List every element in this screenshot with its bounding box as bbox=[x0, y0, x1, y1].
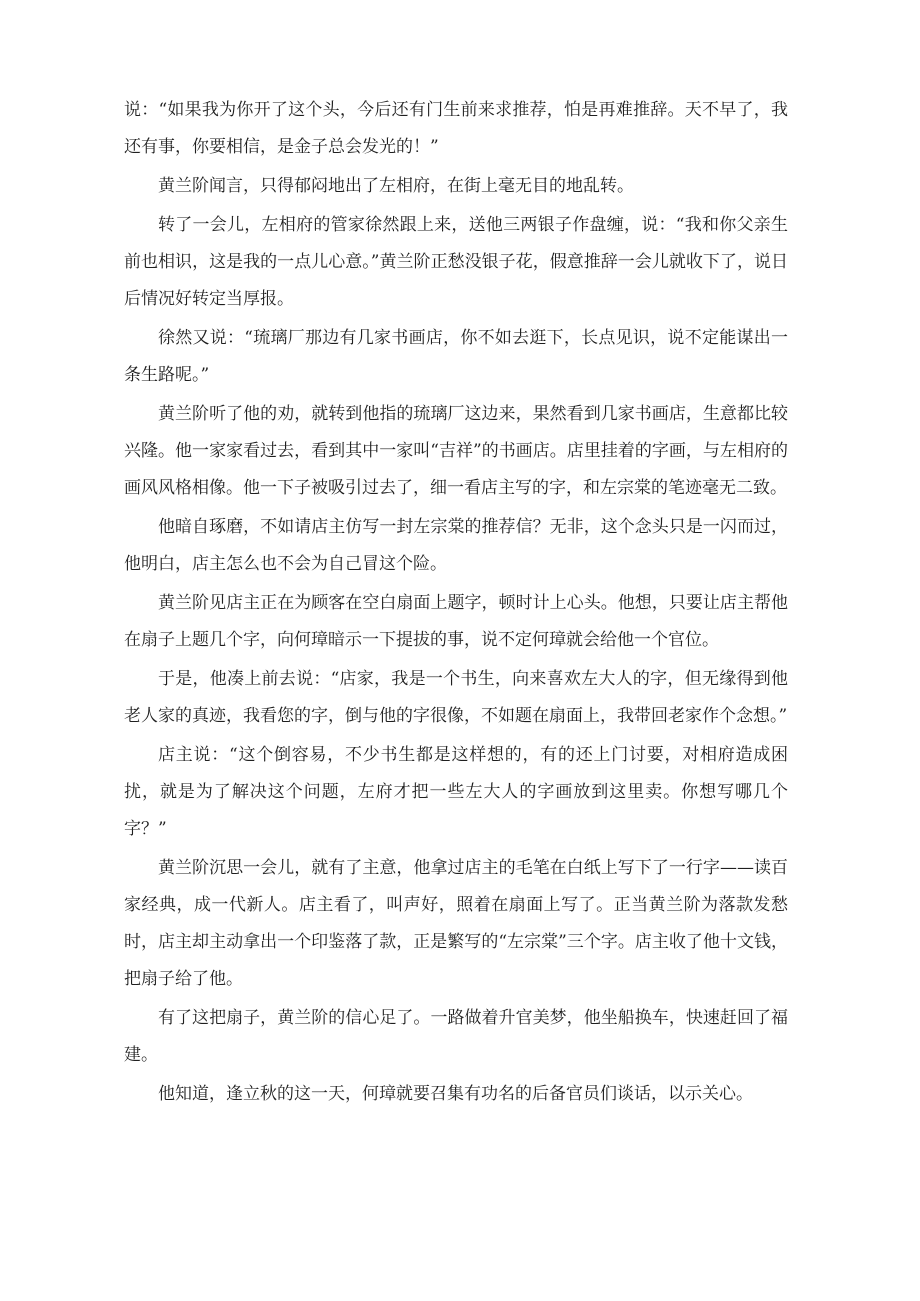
paragraph: 转了一会儿，左相府的管家徐然跟上来，送他三两银子作盘缠，说：“我和你父亲生前也相识，这是我的一点儿心意。”黄兰阶正愁没银子花，假意推辞一会儿就收下了，说日后情况好转定当厚报。 bbox=[124, 215, 788, 309]
paragraph: 黄兰阶听了他的劝，就转到他指的琉璃厂这边来，果然看到几家书画店，生意都比较兴隆。他一家家看过去，看到其中一家叫“吉祥”的书画店。店里挂着的字画，与左相府的画风风格相像。他一下子被吸引过去了，细一看店主写的字，和左宗棠的笔迹毫无二致。 bbox=[124, 404, 788, 498]
paragraph: 黄兰阶闻言，只得郁闷地出了左相府，在街上毫无目的地乱转。 bbox=[158, 176, 634, 196]
paragraph: 店主说：“这个倒容易，不少书生都是这样想的，有的还上门讨要，对相府造成困扰，就是为了解决这个问题，左府才把一些左大人的字画放到这里卖。你想写哪几个字？” bbox=[124, 745, 788, 839]
paragraph: 黄兰阶见店主正在为顾客在空白扇面上题字，顿时计上心头。他想，只要让店主帮他在扇子上题几个字，向何璋暗示一下提拔的事，说不定何璋就会给他一个官位。 bbox=[124, 593, 788, 650]
paragraph: 黄兰阶沉思一会儿，就有了主意，他拿过店主的毛笔在白纸上写下了一行字——读百家经典，成一代新人。店主看了，叫声好，照着在扇面上写了。正当黄兰阶为落款发愁时，店主却主动拿出一个印鉴落了款，正是繁写的“左宗棠”三个字。店主收了他十文钱，把扇子给了他。 bbox=[124, 858, 788, 989]
paragraph: 徐然又说：“琉璃厂那边有几家书画店，你不如去逛下，长点见识，说不定能谋出一条生路呢。” bbox=[124, 328, 788, 385]
paragraph: 于是，他凑上前去说：“店家，我是一个书生，向来喜欢左大人的字，但无缘得到他老人家的真迹，我看您的字，倒与他的字很像，不如题在扇面上，我带回老家作个念想。” bbox=[124, 669, 788, 726]
paragraph: 有了这把扇子，黄兰阶的信心足了。一路做着升官美梦，他坐船换车，快速赶回了福建。 bbox=[124, 1008, 788, 1065]
paragraph-continuation: 说：“如果我为你开了这个头，今后还有门生前来求推荐，怕是再难推辞。天不早了，我还有事，你要相信，是金子总会发光的！” bbox=[124, 100, 788, 157]
paragraph: 他暗自琢磨，不如请店主仿写一封左宗棠的推荐信？无非，这个念头只是一闪而过，他明白，店主怎么也不会为自己冒这个险。 bbox=[124, 517, 788, 574]
paragraph: 他知道，逢立秋的这一天，何璋就要召集有功名的后备官员们谈话，以示关心。 bbox=[158, 1084, 753, 1104]
story-text bbox=[124, 92, 788, 1115]
